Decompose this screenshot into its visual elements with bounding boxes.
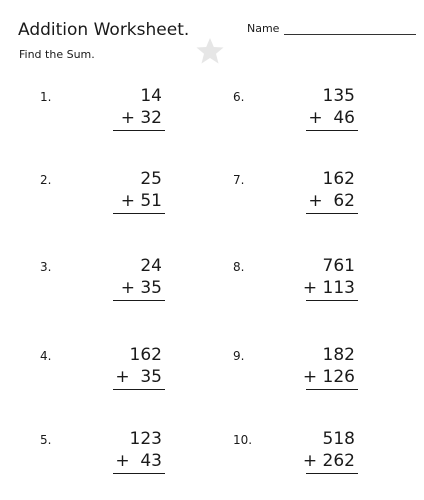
problem-4 (40, 345, 190, 405)
addend-bottom: + 43 (115, 451, 162, 471)
addend-top: 761 (322, 256, 355, 276)
sum-line (113, 130, 165, 131)
problem-number: 1. (40, 90, 52, 104)
sum-line (306, 473, 358, 474)
problem-5 (40, 429, 190, 489)
addend-top: 24 (140, 256, 162, 276)
problem-number: 8. (233, 260, 245, 274)
sum-line (113, 389, 165, 390)
problem-3 (40, 256, 190, 316)
addend-bottom: + 51 (120, 191, 162, 211)
name-label: Name (247, 22, 280, 35)
problem-2 (40, 169, 190, 229)
addend-top: 123 (129, 429, 162, 449)
problem-8 (233, 256, 383, 316)
addend-top: 135 (322, 86, 355, 106)
problem-number: 3. (40, 260, 52, 274)
problem-6 (233, 86, 383, 146)
name-field-line (284, 34, 416, 35)
sum-line (113, 473, 165, 474)
sum-line (306, 213, 358, 214)
sum-line (306, 130, 358, 131)
problem-number: 7. (233, 173, 245, 187)
addend-bottom: + 113 (302, 278, 355, 298)
addend-top: 14 (140, 86, 162, 106)
sum-line (306, 300, 358, 301)
problem-number: 5. (40, 433, 52, 447)
instructions: Find the Sum. (19, 48, 95, 61)
sum-line (306, 389, 358, 390)
addend-bottom: + 62 (308, 191, 355, 211)
addend-bottom: + 32 (120, 108, 162, 128)
addend-bottom: + 126 (302, 367, 355, 387)
addend-top: 25 (140, 169, 162, 189)
addend-top: 162 (129, 345, 162, 365)
problem-number: 10. (233, 433, 253, 447)
addend-bottom: + 46 (308, 108, 355, 128)
addend-top: 162 (322, 169, 355, 189)
problem-7 (233, 169, 383, 229)
addend-top: 518 (322, 429, 355, 449)
page-title: Addition Worksheet. (18, 20, 190, 40)
addend-top: 182 (322, 345, 355, 365)
problem-number: 6. (233, 90, 245, 104)
addend-bottom: + 35 (115, 367, 162, 387)
problem-number: 9. (233, 349, 245, 363)
sum-line (113, 300, 165, 301)
addend-bottom: + 262 (302, 451, 355, 471)
sum-line (113, 213, 165, 214)
problem-1 (40, 86, 190, 146)
problem-number: 2. (40, 173, 52, 187)
problem-number: 4. (40, 349, 52, 363)
problem-10 (233, 429, 383, 489)
problem-9 (233, 345, 383, 405)
addend-bottom: + 35 (120, 278, 162, 298)
star-icon (195, 36, 225, 66)
